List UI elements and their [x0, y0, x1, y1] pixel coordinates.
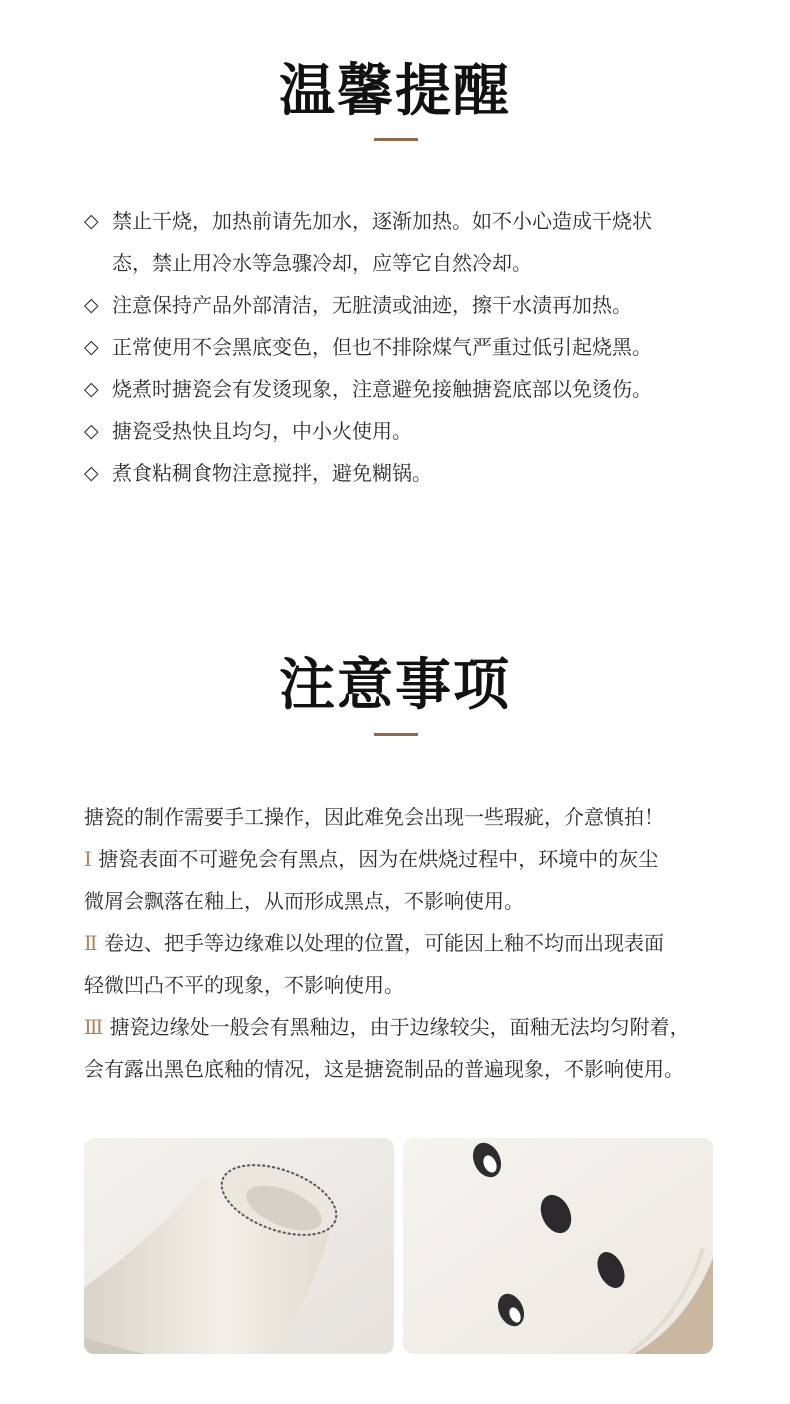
note-point-line: 轻微凹凸不平的现象，不影响使用。 — [84, 973, 404, 997]
notes-intro: 搪瓷的制作需要手工操作，因此难免会出现一些瑕疵，介意慎拍！ — [84, 805, 664, 829]
enamel-spout-edge-photo — [84, 1138, 394, 1354]
reminder-item: ◇ 煮食粘稠食物注意搅拌，避免糊锅。 — [84, 452, 724, 494]
reminder-title: 温馨提醒 — [279, 59, 511, 124]
diamond-bullet-icon: ◇ — [84, 336, 99, 358]
reminder-item: ◇ 烧煮时搪瓷会有发烫现象，注意避免接触搪瓷底部以免烫伤。 — [84, 368, 724, 410]
roman-numeral-3: Ⅲ — [84, 1015, 104, 1039]
roman-numeral-2: Ⅱ — [84, 931, 98, 955]
notes-title-divider — [374, 733, 418, 736]
diamond-bullet-icon: ◇ — [84, 420, 99, 442]
reminder-list — [84, 200, 724, 494]
diamond-bullet-icon: ◇ — [84, 462, 99, 484]
reminder-item: ◇ 搪瓷受热快且均匀，中小火使用。 — [84, 410, 724, 452]
diamond-bullet-icon: ◇ — [84, 294, 99, 316]
reminder-item: ◇ 禁止干烧，加热前请先加水，逐渐加热。如不小心造成干烧状 态，禁止用冷水等急骤冷却，应等它自然冷却。 — [84, 200, 724, 284]
notes-title: 注意事项 — [279, 653, 511, 718]
reminder-item: ◇ 正常使用不会黑底变色，但也不排除煤气严重过低引起烧黑。 — [84, 326, 724, 368]
note-point-line: Ⅱ 卷边、把手等边缘难以处理的位置，可能因上釉不均而出现表面 — [84, 931, 664, 955]
note-point-line: Ⅰ 搪瓷表面不可避免会有黑点，因为在烘烧过程中，环境中的灰尘 — [84, 847, 659, 871]
roman-numeral-1: Ⅰ — [84, 847, 92, 871]
note-point-line: 微屑会飘落在釉上，从而形成黑点，不影响使用。 — [84, 889, 524, 913]
reminder-title-divider — [374, 138, 418, 141]
notes-block — [84, 796, 734, 1090]
note-point-line: Ⅲ 搪瓷边缘处一般会有黑釉边，由于边缘较尖，面釉无法均匀附着， — [84, 1015, 690, 1039]
note-point-line: 会有露出黑色底釉的情况，这是搪瓷制品的普遍现象，不影响使用。 — [84, 1057, 684, 1081]
enamel-steamer-holes-photo — [403, 1138, 713, 1354]
diamond-bullet-icon: ◇ — [84, 378, 99, 400]
diamond-bullet-icon: ◇ — [84, 210, 99, 232]
reminder-item: ◇ 注意保持产品外部清洁，无脏渍或油迹，擦干水渍再加热。 — [84, 284, 724, 326]
